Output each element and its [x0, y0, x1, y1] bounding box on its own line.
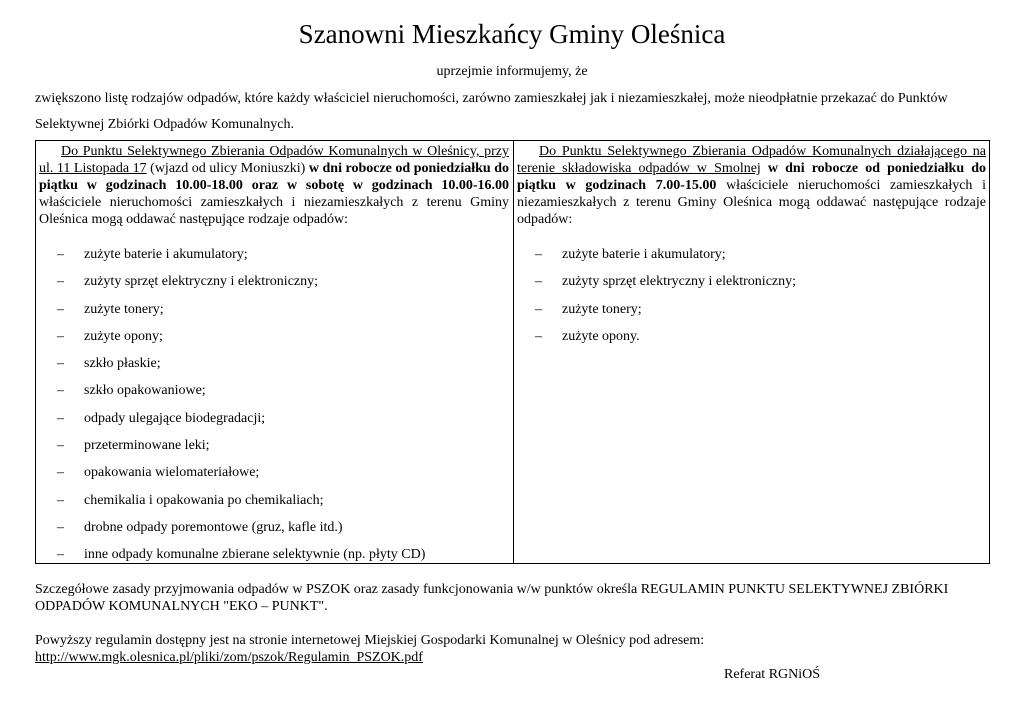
list-item [39, 463, 425, 490]
list-item [39, 354, 425, 381]
list-item-label: chemikalia i opakowania po chemikaliach; [84, 492, 324, 508]
dash-bullet: – [57, 383, 64, 399]
dash-bullet: – [535, 301, 542, 317]
list-item-label: inne odpady komunalne zbierane selektywnie (np. płyty CD) [84, 547, 426, 563]
list-item [39, 545, 425, 572]
list-item-label: zużyte baterie i akumulatory; [562, 247, 726, 262]
list-item [517, 327, 796, 354]
list-item [517, 300, 796, 327]
list-item [39, 300, 425, 327]
smolna-description: właściciele nieruchomości zamieszkałych i niezamieszkałych z terenu Gminy Oleśnica mogą oddawać następujące rodzaje odpadów: [517, 178, 986, 227]
dash-bullet: – [535, 328, 542, 344]
list-item [517, 272, 796, 299]
dash-bullet: – [535, 247, 542, 262]
list-item-label: opakowania wielomateriałowe; [84, 465, 260, 481]
smolna-waste-list [517, 245, 796, 354]
list-item-label: zużyte tonery; [562, 301, 642, 317]
regulations-link[interactable]: http://www.mgk.olesnica.pl/pliki/zom/pszok/Regulamin_PSZOK.pdf [35, 650, 423, 665]
availability-paragraph [35, 632, 995, 666]
column-divider [513, 141, 514, 563]
right-column-description [517, 143, 986, 228]
list-item-label: szkło płaskie; [84, 356, 161, 372]
smolna-hours: w dni robocze od poniedziałku do piątku w godzinach 7.00-15.00 [517, 161, 987, 193]
info-table [35, 140, 990, 564]
list-item-label: szkło opakowaniowe; [84, 383, 206, 399]
list-item [39, 518, 425, 545]
list-item-label: zużyte tonery; [84, 301, 164, 317]
signature: Referat RGNiOŚ [724, 667, 821, 682]
list-item-label: drobne odpady poremontowe (gruz, kafle itd.) [84, 519, 343, 535]
list-item [39, 327, 425, 354]
list-item [39, 272, 425, 299]
dash-bullet: – [57, 328, 64, 344]
list-item-label: zużyte baterie i akumulatory; [84, 247, 248, 262]
dash-bullet: – [57, 519, 64, 535]
rules-paragraph: Szczegółowe zasady przyjmowania odpadów w PSZOK oraz zasady funkcjonowania w/w punktów określa REGULAMIN PUNKTU SELEKTYWNEJ ZBIÓRKI ODPADÓW KOMUNALNYCH "EKO – PUNKT". [35, 582, 949, 614]
dash-bullet: – [57, 547, 64, 563]
list-item-label: przeterminowane leki; [84, 438, 210, 454]
list-item-label: zużyte opony; [84, 328, 163, 344]
list-item-label: odpady ulegające biodegradacji; [84, 410, 266, 426]
list-item [39, 245, 425, 272]
list-item-label: zużyty sprzęt elektryczny i elektroniczny; [562, 274, 797, 290]
entrance-note: (wjazd od ulicy Moniuszki) [146, 161, 309, 176]
dash-bullet: – [57, 410, 64, 426]
left-column-description [39, 143, 509, 228]
dash-bullet: – [57, 438, 64, 454]
list-item [39, 409, 425, 436]
dash-bullet: – [57, 301, 64, 317]
olesnica-hours: w dni robocze od poniedziałku do piątku w godzinach 10.00-18.00 oraz w sobotę w godzinach 10.00-16.00 [39, 161, 510, 193]
dash-bullet: – [57, 274, 64, 290]
list-item [39, 381, 425, 408]
dash-bullet: – [57, 465, 64, 481]
dash-bullet: – [57, 356, 64, 372]
olesnica-waste-list [39, 245, 425, 573]
page-title: Szanowni Mieszkańcy Gminy Oleśnica [298, 19, 726, 49]
list-item-label: zużyty sprzęt elektryczny i elektroniczny; [84, 274, 319, 290]
dash-bullet: – [57, 247, 64, 262]
olesnica-location: Do Punktu Selektywnego Zbierania Odpadów Komunalnych w Oleśnicy, przy ul. 11 Listopada 17 [39, 144, 509, 176]
list-item [39, 491, 425, 518]
list-item [517, 245, 796, 272]
availability-text: Powyższy regulamin dostępny jest na stronie internetowej Miejskiej Gospodarki Komunalnej w Oleśnicy pod adresem: [35, 633, 705, 648]
intro-paragraph: zwiększono listę rodzajów odpadów, które każdy właściciel nieruchomości, zarówno zamieszkałej jak i niezamieszkałej, może nieodpłatnie przekazać do Punktów Selektywnej Zbiórki Odpadów Komunalnych. [35, 91, 948, 132]
olesnica-description: właściciele nieruchomości zamieszkałych i niezamieszkałych z terenu Gminy Oleśnica mogą oddawać następujące rodzaje odpadów: [39, 195, 509, 227]
page-subtitle: uprzejmie informujemy, że [436, 64, 588, 79]
dash-bullet: – [57, 492, 64, 508]
dash-bullet: – [535, 274, 542, 290]
list-item-label: zużyte opony. [562, 328, 640, 344]
smolna-location: Do Punktu Selektywnego Zbierania Odpadów Komunalnych działającego na terenie składowiska odpadów w Smolnej [517, 144, 986, 176]
list-item [39, 436, 425, 463]
